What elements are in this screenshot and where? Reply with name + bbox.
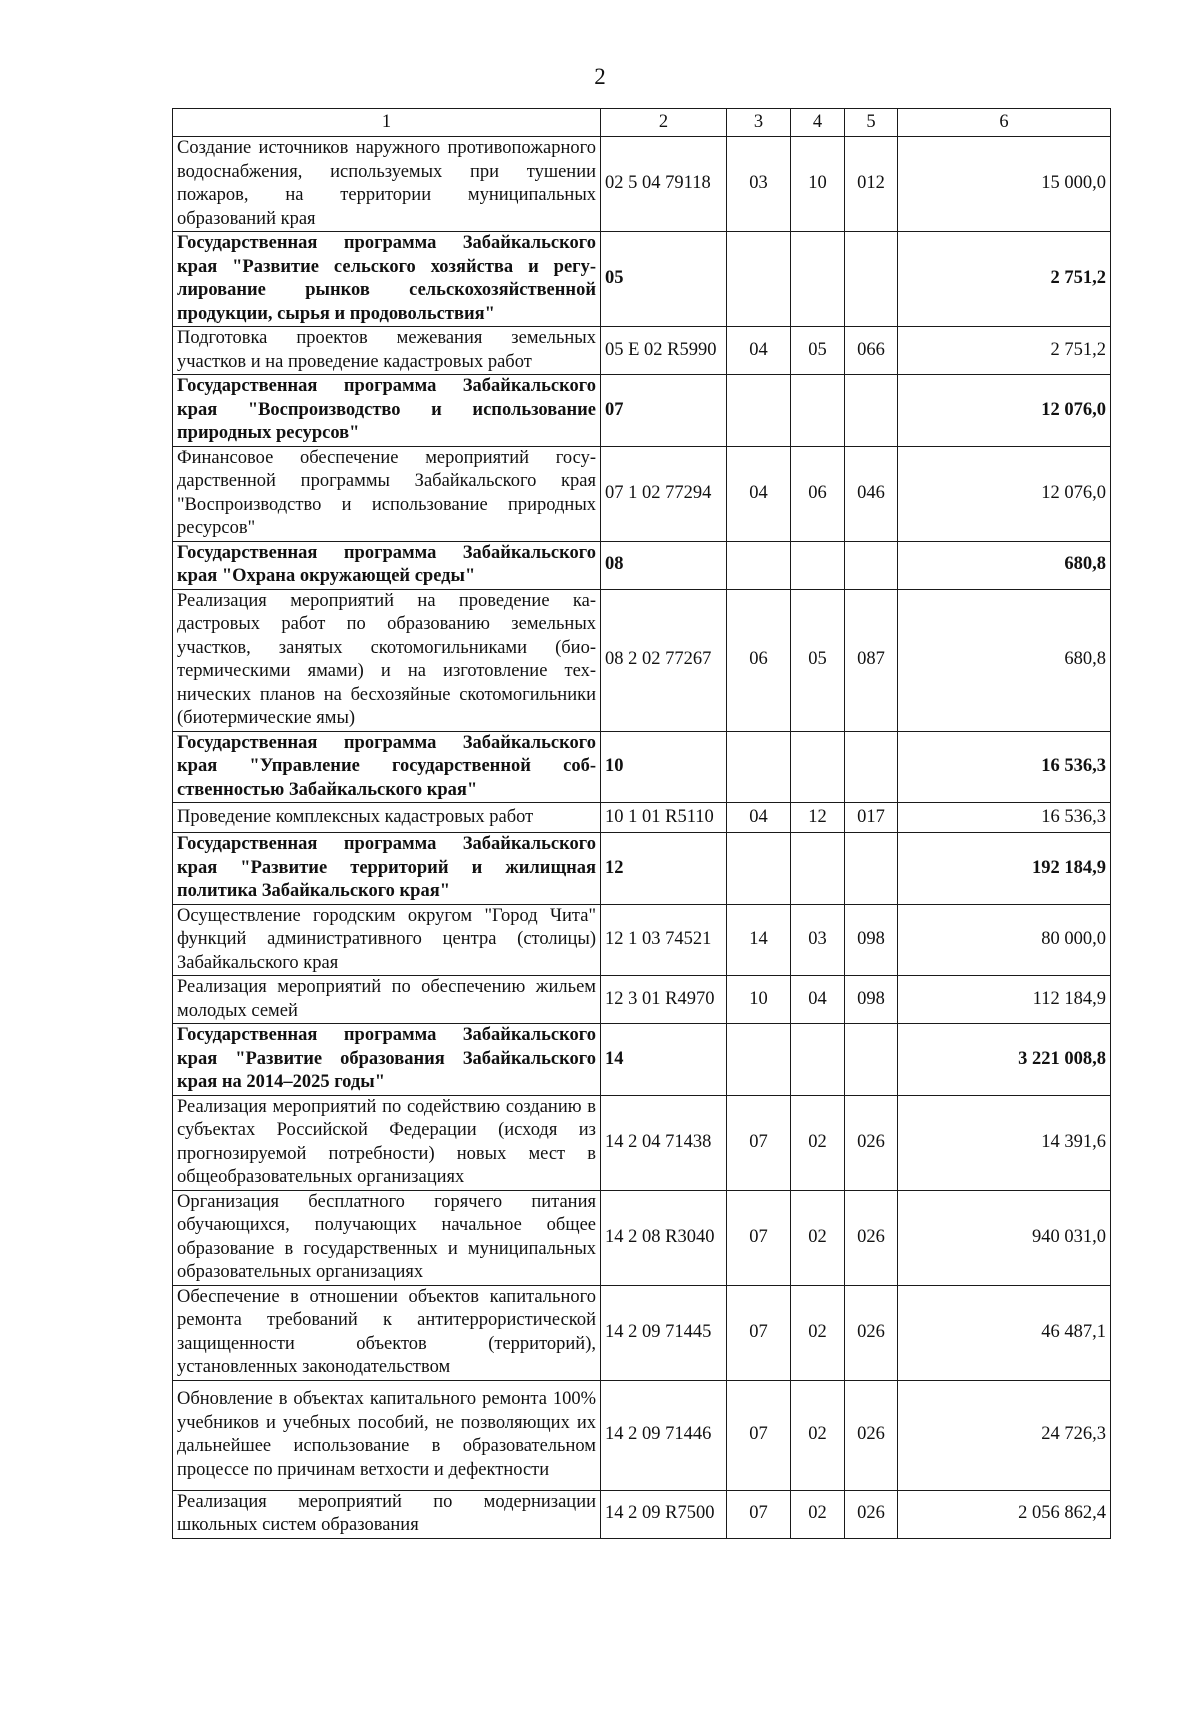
row-amount-cell: 3 221 008,8	[898, 1024, 1111, 1096]
row-amount-cell: 680,8	[898, 589, 1111, 731]
row-amount-cell: 12 076,0	[898, 446, 1111, 541]
row-col4-cell	[791, 731, 845, 803]
row-col4-cell: 10	[791, 137, 845, 232]
row-col5-cell	[845, 731, 898, 803]
row-col3-cell	[727, 1024, 791, 1096]
program-row	[173, 731, 1111, 803]
row-col5-cell: 066	[845, 327, 898, 375]
table-row	[173, 589, 1111, 731]
page-number: 2	[594, 64, 606, 89]
row-code-cell: 14 2 04 71438	[601, 1095, 727, 1190]
program-row	[173, 541, 1111, 589]
row-col5-cell: 026	[845, 1095, 898, 1190]
row-col4-cell	[791, 541, 845, 589]
row-amount-cell: 112 184,9	[898, 976, 1111, 1024]
program-row	[173, 232, 1111, 327]
table-row	[173, 1190, 1111, 1285]
table-row	[173, 904, 1111, 976]
row-code-cell: 08	[601, 541, 727, 589]
row-col3-cell: 04	[727, 327, 791, 375]
row-col3-cell	[727, 375, 791, 447]
table-row	[173, 1380, 1111, 1490]
row-name-cell: Организация бесплатного горячего питания обучающихся, получающих начальное общее образование в государственных и муниципальных образовательных организациях	[173, 1190, 601, 1285]
row-col3-cell: 07	[727, 1095, 791, 1190]
row-col5-cell	[845, 375, 898, 447]
row-name-cell: Проведение комплексных кадастровых работ	[173, 803, 601, 833]
row-name-cell: Обеспечение в отношении объектов капитального ремонта требований к антитеррористической защищенности объектов (территорий), установленных законодательством	[173, 1285, 601, 1380]
row-code-cell: 10	[601, 731, 727, 803]
row-col3-cell	[727, 833, 791, 905]
row-col4-cell: 05	[791, 589, 845, 731]
row-col4-cell	[791, 232, 845, 327]
row-code-cell: 14 2 09 R7500	[601, 1490, 727, 1538]
row-col5-cell: 026	[845, 1285, 898, 1380]
column-header-6: 6	[898, 109, 1111, 137]
row-code-cell: 05 Е 02 R5990	[601, 327, 727, 375]
row-col4-cell: 05	[791, 327, 845, 375]
row-col4-cell: 03	[791, 904, 845, 976]
row-name-cell: Финансовое обеспечение мероприятий государственной программы Забайкальского края "Воспроизводство и использование природных ресурсов"	[173, 446, 601, 541]
row-name-cell: Реализация мероприятий по содействию созданию в субъектах Российской Федерации (исходя из прогнозируемой потребности) новых мест в общеобразовательных организациях	[173, 1095, 601, 1190]
column-header-2: 2	[601, 109, 727, 137]
row-name-cell: Подготовка проектов межевания земельных участков и на проведение кадастровых работ	[173, 327, 601, 375]
table-body	[173, 109, 1111, 1539]
row-amount-cell: 16 536,3	[898, 803, 1111, 833]
row-col5-cell: 026	[845, 1380, 898, 1490]
row-name-cell: Реализация мероприятий по модернизации школьных систем образования	[173, 1490, 601, 1538]
row-col5-cell: 026	[845, 1190, 898, 1285]
row-amount-cell: 24 726,3	[898, 1380, 1111, 1490]
row-code-cell: 12 3 01 R4970	[601, 976, 727, 1024]
row-code-cell: 08 2 02 77267	[601, 589, 727, 731]
row-col4-cell: 12	[791, 803, 845, 833]
table-row	[173, 137, 1111, 232]
row-col5-cell: 017	[845, 803, 898, 833]
column-header-4: 4	[791, 109, 845, 137]
table-row	[173, 446, 1111, 541]
row-col3-cell: 03	[727, 137, 791, 232]
row-col3-cell	[727, 232, 791, 327]
row-col4-cell: 02	[791, 1190, 845, 1285]
row-col5-cell: 098	[845, 904, 898, 976]
row-col3-cell: 07	[727, 1380, 791, 1490]
row-code-cell: 12 1 03 74521	[601, 904, 727, 976]
row-amount-cell: 15 000,0	[898, 137, 1111, 232]
row-col3-cell: 07	[727, 1285, 791, 1380]
row-col5-cell: 046	[845, 446, 898, 541]
row-name-cell: Государственная программа Забайкальского края "Управление государственной собственностью Забайкальского края"	[173, 731, 601, 803]
row-name-cell: Осуществление городским округом "Город Чита" функций административного центра (столицы) Забайкальского края	[173, 904, 601, 976]
row-name-cell: Государственная программа Забайкальского края "Развитие сельского хозяйства и регулирование рынков сельскохозяйственной продукции, сырья и продовольствия"	[173, 232, 601, 327]
table-header-row	[173, 109, 1111, 137]
row-col4-cell: 02	[791, 1095, 845, 1190]
row-col3-cell: 04	[727, 446, 791, 541]
row-col5-cell	[845, 1024, 898, 1096]
row-col5-cell	[845, 232, 898, 327]
row-amount-cell: 192 184,9	[898, 833, 1111, 905]
program-row	[173, 375, 1111, 447]
table-row	[173, 1095, 1111, 1190]
row-amount-cell: 46 487,1	[898, 1285, 1111, 1380]
table-row	[173, 1490, 1111, 1538]
row-col4-cell: 06	[791, 446, 845, 541]
row-code-cell: 12	[601, 833, 727, 905]
row-col4-cell: 02	[791, 1285, 845, 1380]
table-row	[173, 327, 1111, 375]
column-header-3: 3	[727, 109, 791, 137]
row-code-cell: 02 5 04 79118	[601, 137, 727, 232]
row-code-cell: 14 2 09 71446	[601, 1380, 727, 1490]
row-amount-cell: 680,8	[898, 541, 1111, 589]
row-name-cell: Государственная программа Забайкальского края "Развитие образования Забайкальского края на 2014–2025 годы"	[173, 1024, 601, 1096]
column-header-5: 5	[845, 109, 898, 137]
row-amount-cell: 80 000,0	[898, 904, 1111, 976]
row-col5-cell: 087	[845, 589, 898, 731]
row-col4-cell: 04	[791, 976, 845, 1024]
row-name-cell: Государственная программа Забайкальского края "Воспроизводство и использование природных ресурсов"	[173, 375, 601, 447]
row-code-cell: 10 1 01 R5110	[601, 803, 727, 833]
row-code-cell: 14	[601, 1024, 727, 1096]
table-row	[173, 1285, 1111, 1380]
row-code-cell: 07 1 02 77294	[601, 446, 727, 541]
row-name-cell: Реализация мероприятий по обеспечению жильем молодых семей	[173, 976, 601, 1024]
row-col5-cell: 012	[845, 137, 898, 232]
budget-table	[172, 108, 1111, 1539]
table-row	[173, 976, 1111, 1024]
row-col3-cell: 04	[727, 803, 791, 833]
row-name-cell: Государственная программа Забайкальского края "Охрана окружающей среды"	[173, 541, 601, 589]
table-row	[173, 803, 1111, 833]
program-row	[173, 833, 1111, 905]
row-col3-cell: 10	[727, 976, 791, 1024]
row-col3-cell: 06	[727, 589, 791, 731]
row-code-cell: 07	[601, 375, 727, 447]
row-amount-cell: 2 751,2	[898, 327, 1111, 375]
row-amount-cell: 2 751,2	[898, 232, 1111, 327]
row-col4-cell	[791, 1024, 845, 1096]
row-col5-cell	[845, 541, 898, 589]
row-name-cell: Обновление в объектах капитального ремонта 100% учебников и учебных пособий, не позволяющих их дальнейшее использование в образовательном процессе по причинам ветхости и дефектности	[173, 1380, 601, 1490]
program-row	[173, 1024, 1111, 1096]
row-col3-cell: 07	[727, 1190, 791, 1285]
row-code-cell: 14 2 08 R3040	[601, 1190, 727, 1285]
row-amount-cell: 14 391,6	[898, 1095, 1111, 1190]
row-code-cell: 14 2 09 71445	[601, 1285, 727, 1380]
column-header-1: 1	[173, 109, 601, 137]
row-col4-cell	[791, 833, 845, 905]
row-amount-cell: 2 056 862,4	[898, 1490, 1111, 1538]
row-name-cell: Создание источников наружного противопожарного водоснабжения, используемых при тушении пожаров, на территории муниципальных образований края	[173, 137, 601, 232]
row-col5-cell	[845, 833, 898, 905]
row-col3-cell	[727, 731, 791, 803]
row-col3-cell	[727, 541, 791, 589]
row-col4-cell: 02	[791, 1380, 845, 1490]
row-col4-cell: 02	[791, 1490, 845, 1538]
row-amount-cell: 940 031,0	[898, 1190, 1111, 1285]
row-col5-cell: 098	[845, 976, 898, 1024]
row-name-cell: Государственная программа Забайкальского края "Развитие территорий и жилищная политика Забайкальского края"	[173, 833, 601, 905]
row-name-cell: Реализация мероприятий на проведение кадастровых работ по образованию земельных участков, занятых скотомогильниками (биотермическими ямами) и на изготовление технических планов на бесхозяйные скотомогильники (биотермические ямы)	[173, 589, 601, 731]
row-col5-cell: 026	[845, 1490, 898, 1538]
row-amount-cell: 12 076,0	[898, 375, 1111, 447]
row-col3-cell: 07	[727, 1490, 791, 1538]
row-col3-cell: 14	[727, 904, 791, 976]
row-col4-cell	[791, 375, 845, 447]
row-code-cell: 05	[601, 232, 727, 327]
row-amount-cell: 16 536,3	[898, 731, 1111, 803]
